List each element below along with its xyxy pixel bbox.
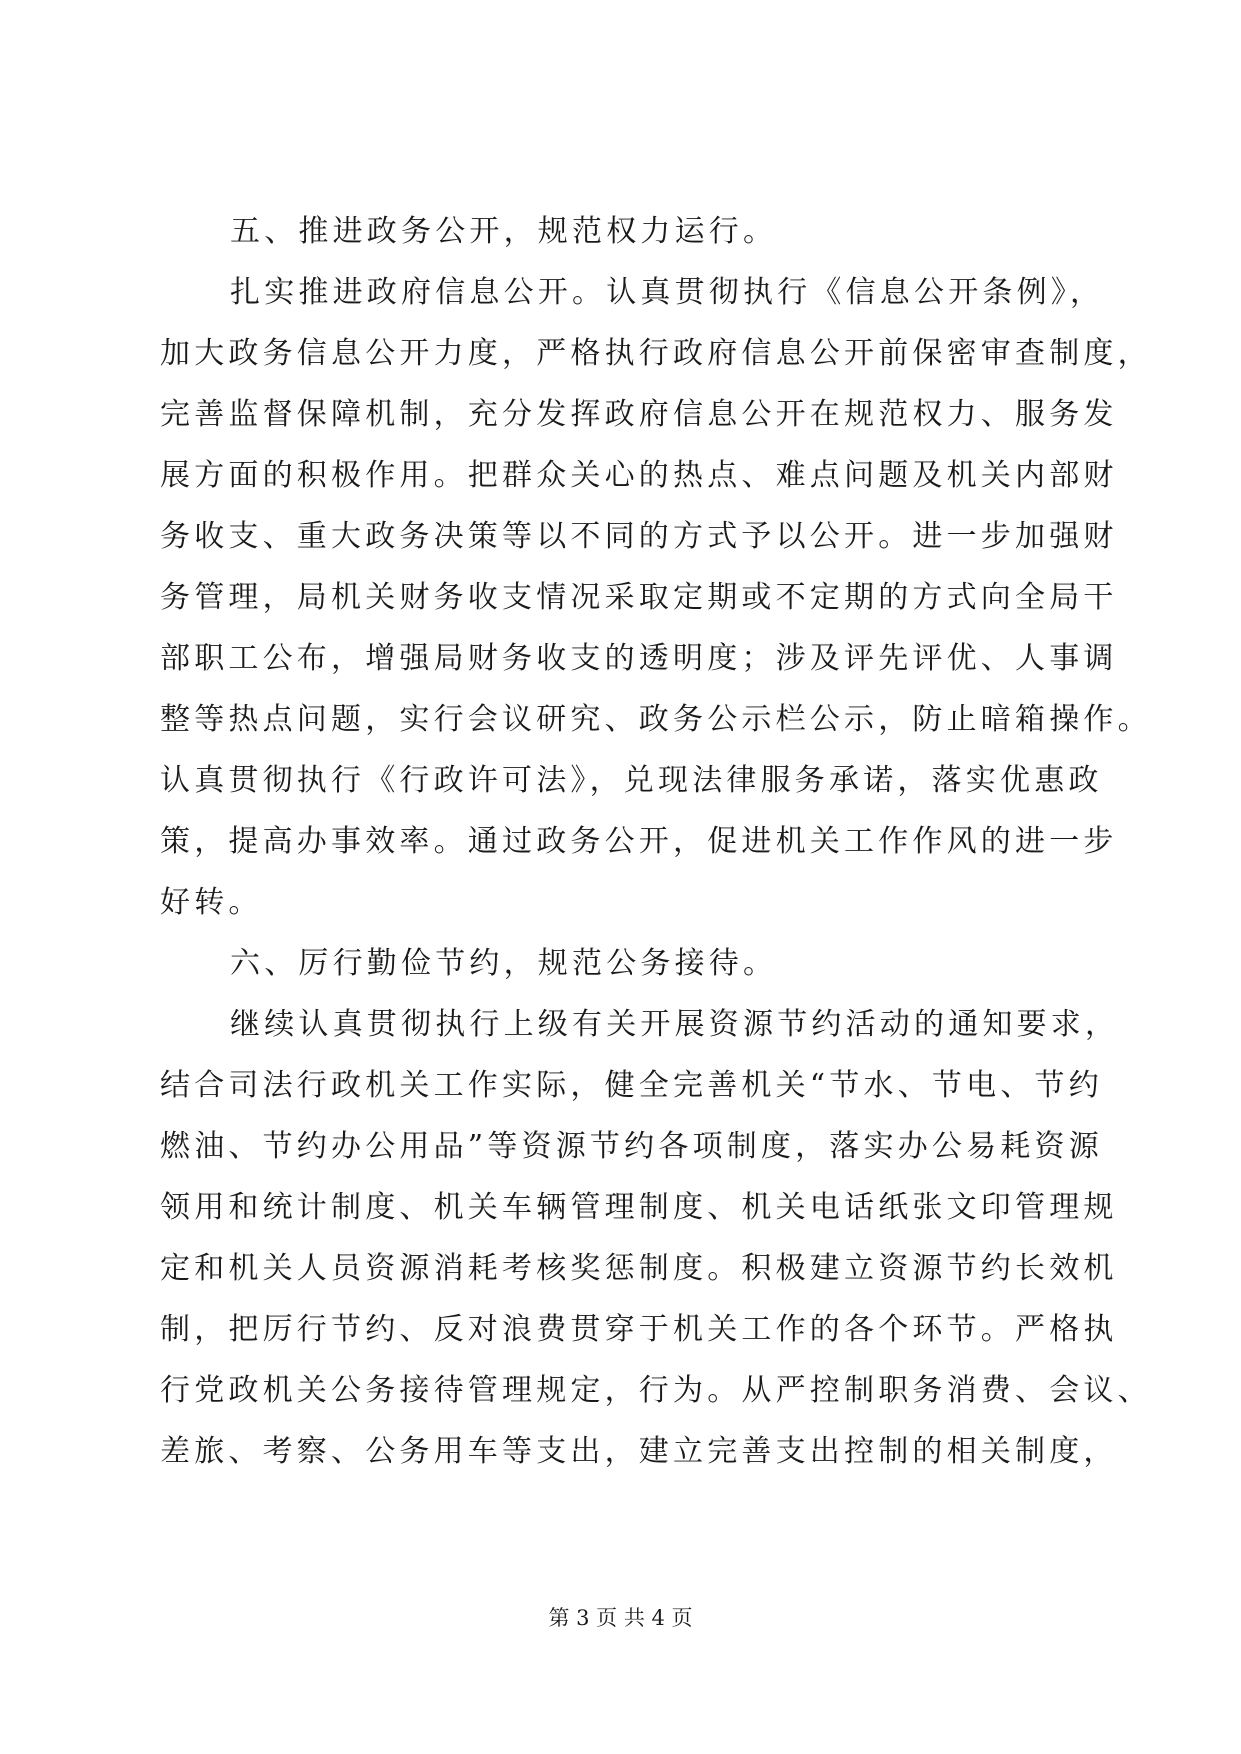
paragraph-line: 制，把厉行节约、反对浪费贯穿于机关工作的各个环节。严格执 [160,1312,1118,1347]
paragraph-line: 加大政务信息公开力度，严格执行政府信息公开前保密审查制度， [160,336,1152,371]
section-heading-5: 五、推进政务公开，规范权力运行。 [230,214,778,249]
paragraph-line: 领用和统计制度、机关车辆管理制度、机关电话纸张文印管理规 [160,1190,1118,1225]
paragraph-line: 展方面的积极作用。把群众关心的热点、难点问题及机关内部财 [160,458,1118,493]
paragraph-line: 燃油、节约办公用品”等资源节约各项制度，落实办公易耗资源 [160,1129,1103,1164]
paragraph-line: 结合司法行政机关工作实际，健全完善机关“节水、节电、节约 [160,1068,1103,1103]
paragraph-line: 认真贯彻执行《行政许可法》，兑现法律服务承诺，落实优惠政 [160,763,1103,798]
paragraph-line: 继续认真贯彻执行上级有关开展资源节约活动的通知要求， [230,1007,1120,1042]
paragraph-line: 完善监督保障机制，充分发挥政府信息公开在规范权力、服务发 [160,397,1118,432]
paragraph-line: 务收支、重大政务决策等以不同的方式予以公开。进一步加强财 [160,519,1118,554]
paragraph-line: 好转。 [160,885,263,920]
paragraph-line: 差旅、考察、公务用车等支出，建立完善支出控制的相关制度， [160,1434,1118,1469]
paragraph-line: 策，提高办事效率。通过政务公开，促进机关工作作风的进一步 [160,824,1118,859]
page-number-footer: 第 3 页 共 4 页 [548,1606,693,1630]
paragraph-line: 整等热点问题，实行会议研究、政务公示栏公示，防止暗箱操作。 [160,702,1152,737]
paragraph-line: 部职工公布，增强局财务收支的透明度；涉及评先评优、人事调 [160,641,1118,676]
section-heading-6: 六、厉行勤俭节约，规范公务接待。 [230,946,778,981]
paragraph-line: 扎实推进政府信息公开。认真贯彻执行《信息公开条例》， [230,275,1105,310]
paragraph-line: 行党政机关公务接待管理规定，行为。从严控制职务消费、会议、 [160,1373,1152,1408]
paragraph-line: 定和机关人员资源消耗考核奖惩制度。积极建立资源节约长效机 [160,1251,1118,1286]
paragraph-line: 务管理，局机关财务收支情况采取定期或不定期的方式向全局干 [160,580,1118,615]
